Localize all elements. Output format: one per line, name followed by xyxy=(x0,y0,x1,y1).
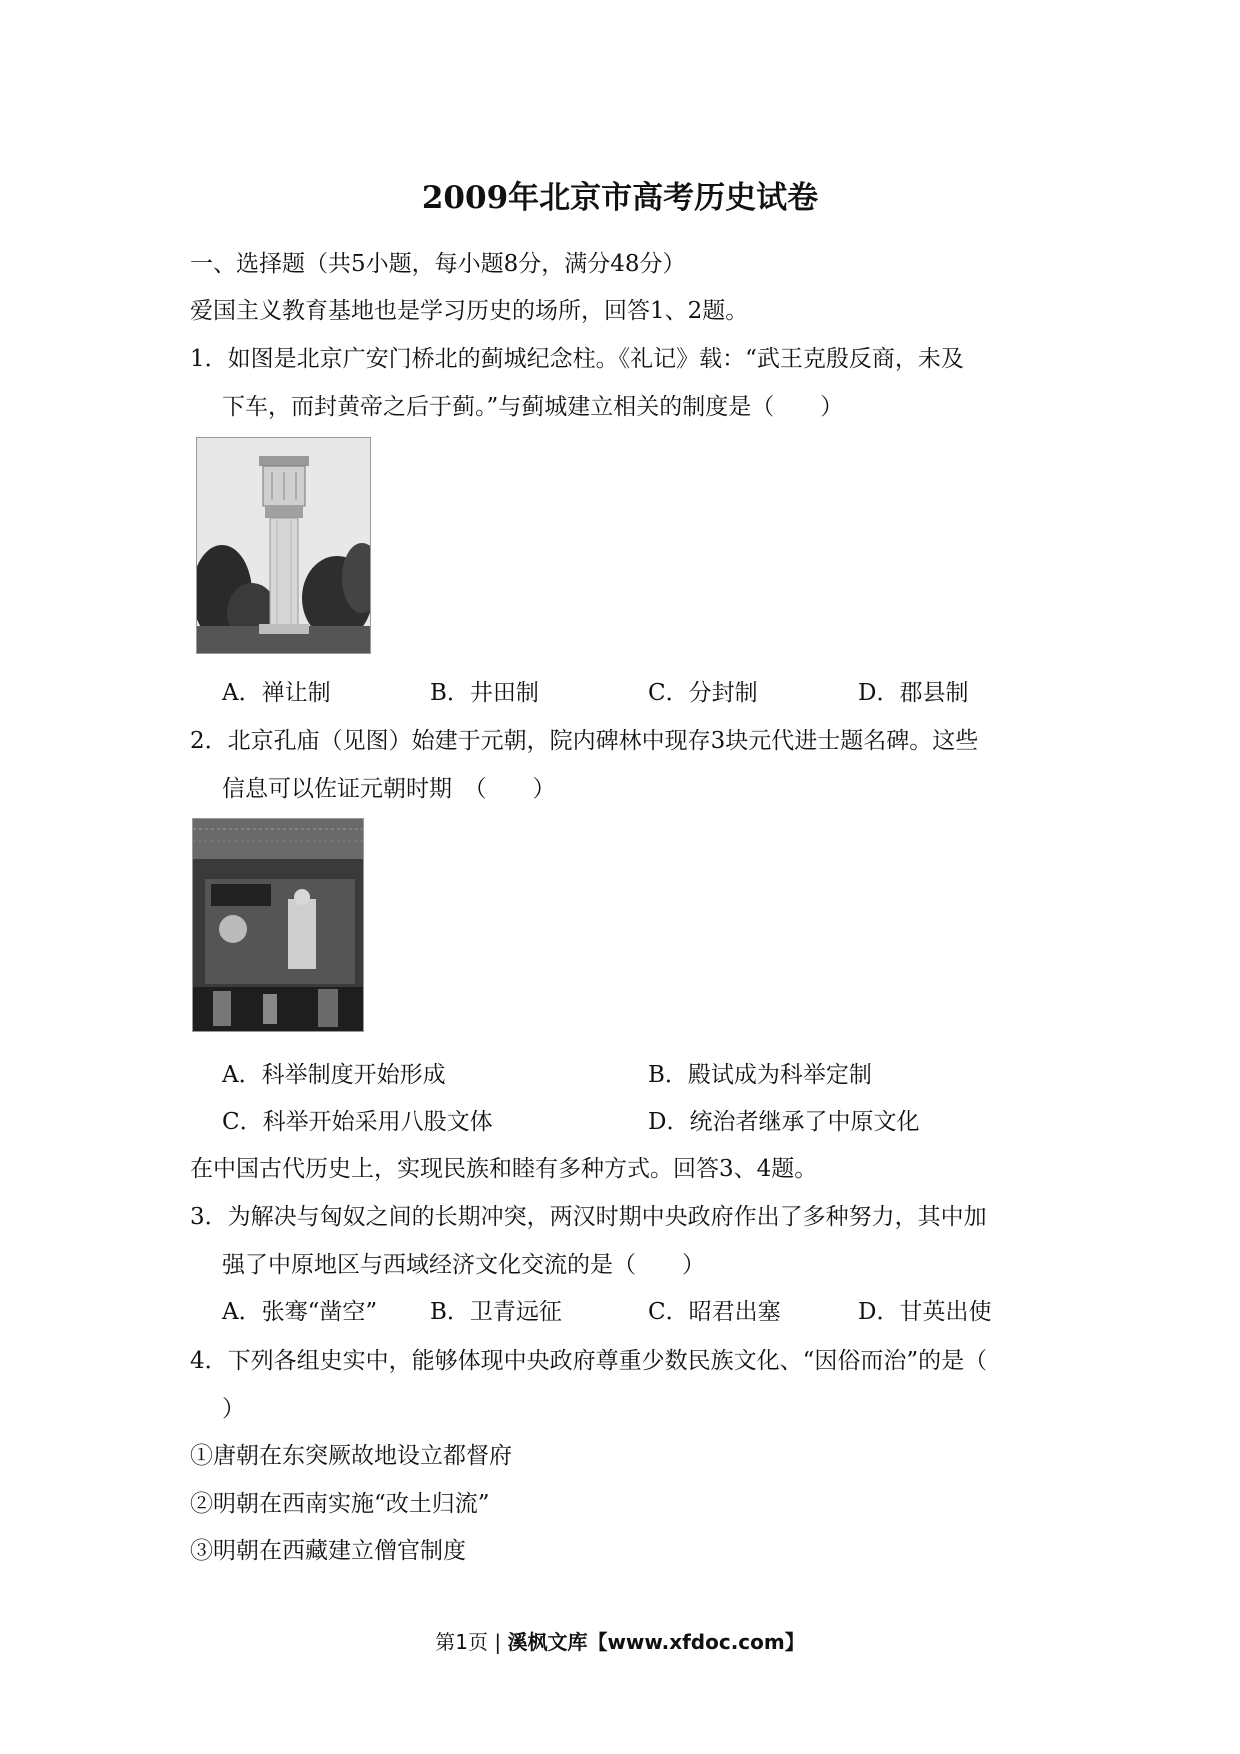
question-1-option-b: B．井田制 xyxy=(430,680,539,706)
question-3-line-2: 强了中原地区与西域经济文化交流的是（ ） xyxy=(222,1252,705,1278)
question-3-option-c: C．昭君出塞 xyxy=(648,1299,781,1325)
question-3-option-b: B．卫青远征 xyxy=(430,1299,562,1325)
question-2-option-a: A．科举制度开始形成 xyxy=(222,1062,446,1088)
intro-text-1-2: 爱国主义教育基地也是学习历史的场所，回答1、2题。 xyxy=(190,298,749,324)
question-2-option-d: D．统治者继承了中原文化 xyxy=(648,1109,920,1135)
question-2-option-c: C．科举开始采用八股文体 xyxy=(222,1109,493,1135)
question-2-line-1: 2．北京孔庙（见图）始建于元朝，院内碑林中现存3块元代进士题名碑。这些 xyxy=(190,728,979,754)
question-3-line-1: 3．为解决与匈奴之间的长期冲突，两汉时期中央政府作出了多种努力，其中加 xyxy=(190,1204,987,1230)
question-1-line-2: 下车，而封黄帝之后于蓟。”与蓟城建立相关的制度是（ ） xyxy=(222,394,844,420)
page-footer xyxy=(0,1626,1240,1655)
section-header: 一、选择题（共5小题，每小题8分，满分48分） xyxy=(190,251,686,277)
question-1-option-c: C．分封制 xyxy=(648,680,758,706)
question-1-option-d: D．郡县制 xyxy=(858,680,969,706)
question-4-item-1: ①唐朝在东突厥故地设立都督府 xyxy=(190,1443,512,1469)
question-1-option-a: A．禅让制 xyxy=(222,680,331,706)
question-4-line-1: 4．下列各组史实中，能够体现中央政府尊重少数民族文化、“因俗而治”的是（ xyxy=(190,1348,988,1374)
question-2-line-2: 信息可以佐证元朝时期 （ ） xyxy=(222,776,556,802)
question-3-option-a: A．张骞“凿空” xyxy=(222,1299,378,1325)
page-number: 第1页 xyxy=(435,1630,488,1654)
confucius-temple-photo xyxy=(192,818,364,1032)
question-2-option-b: B．殿试成为科举定制 xyxy=(648,1062,872,1088)
question-3-option-d: D．甘英出使 xyxy=(858,1299,992,1325)
question-4-item-3: ③明朝在西藏建立僧官制度 xyxy=(190,1538,466,1564)
footer-separator: | xyxy=(494,1630,502,1654)
memorial-pillar-photo xyxy=(196,437,371,654)
question-4-line-2: ） xyxy=(222,1396,245,1422)
intro-text-3-4: 在中国古代历史上，实现民族和睦有多种方式。回答3、4题。 xyxy=(190,1156,818,1182)
document-title: 2009年北京市高考历史试卷 xyxy=(421,180,819,216)
question-1-line-1: 1．如图是北京广安门桥北的蓟城纪念柱。《礼记》载：“武王克殷反商，未及 xyxy=(190,346,964,372)
site-name: 溪枫文库【www.xfdoc.com】 xyxy=(507,1630,805,1654)
question-4-item-2: ②明朝在西南实施“改土归流” xyxy=(190,1491,490,1517)
